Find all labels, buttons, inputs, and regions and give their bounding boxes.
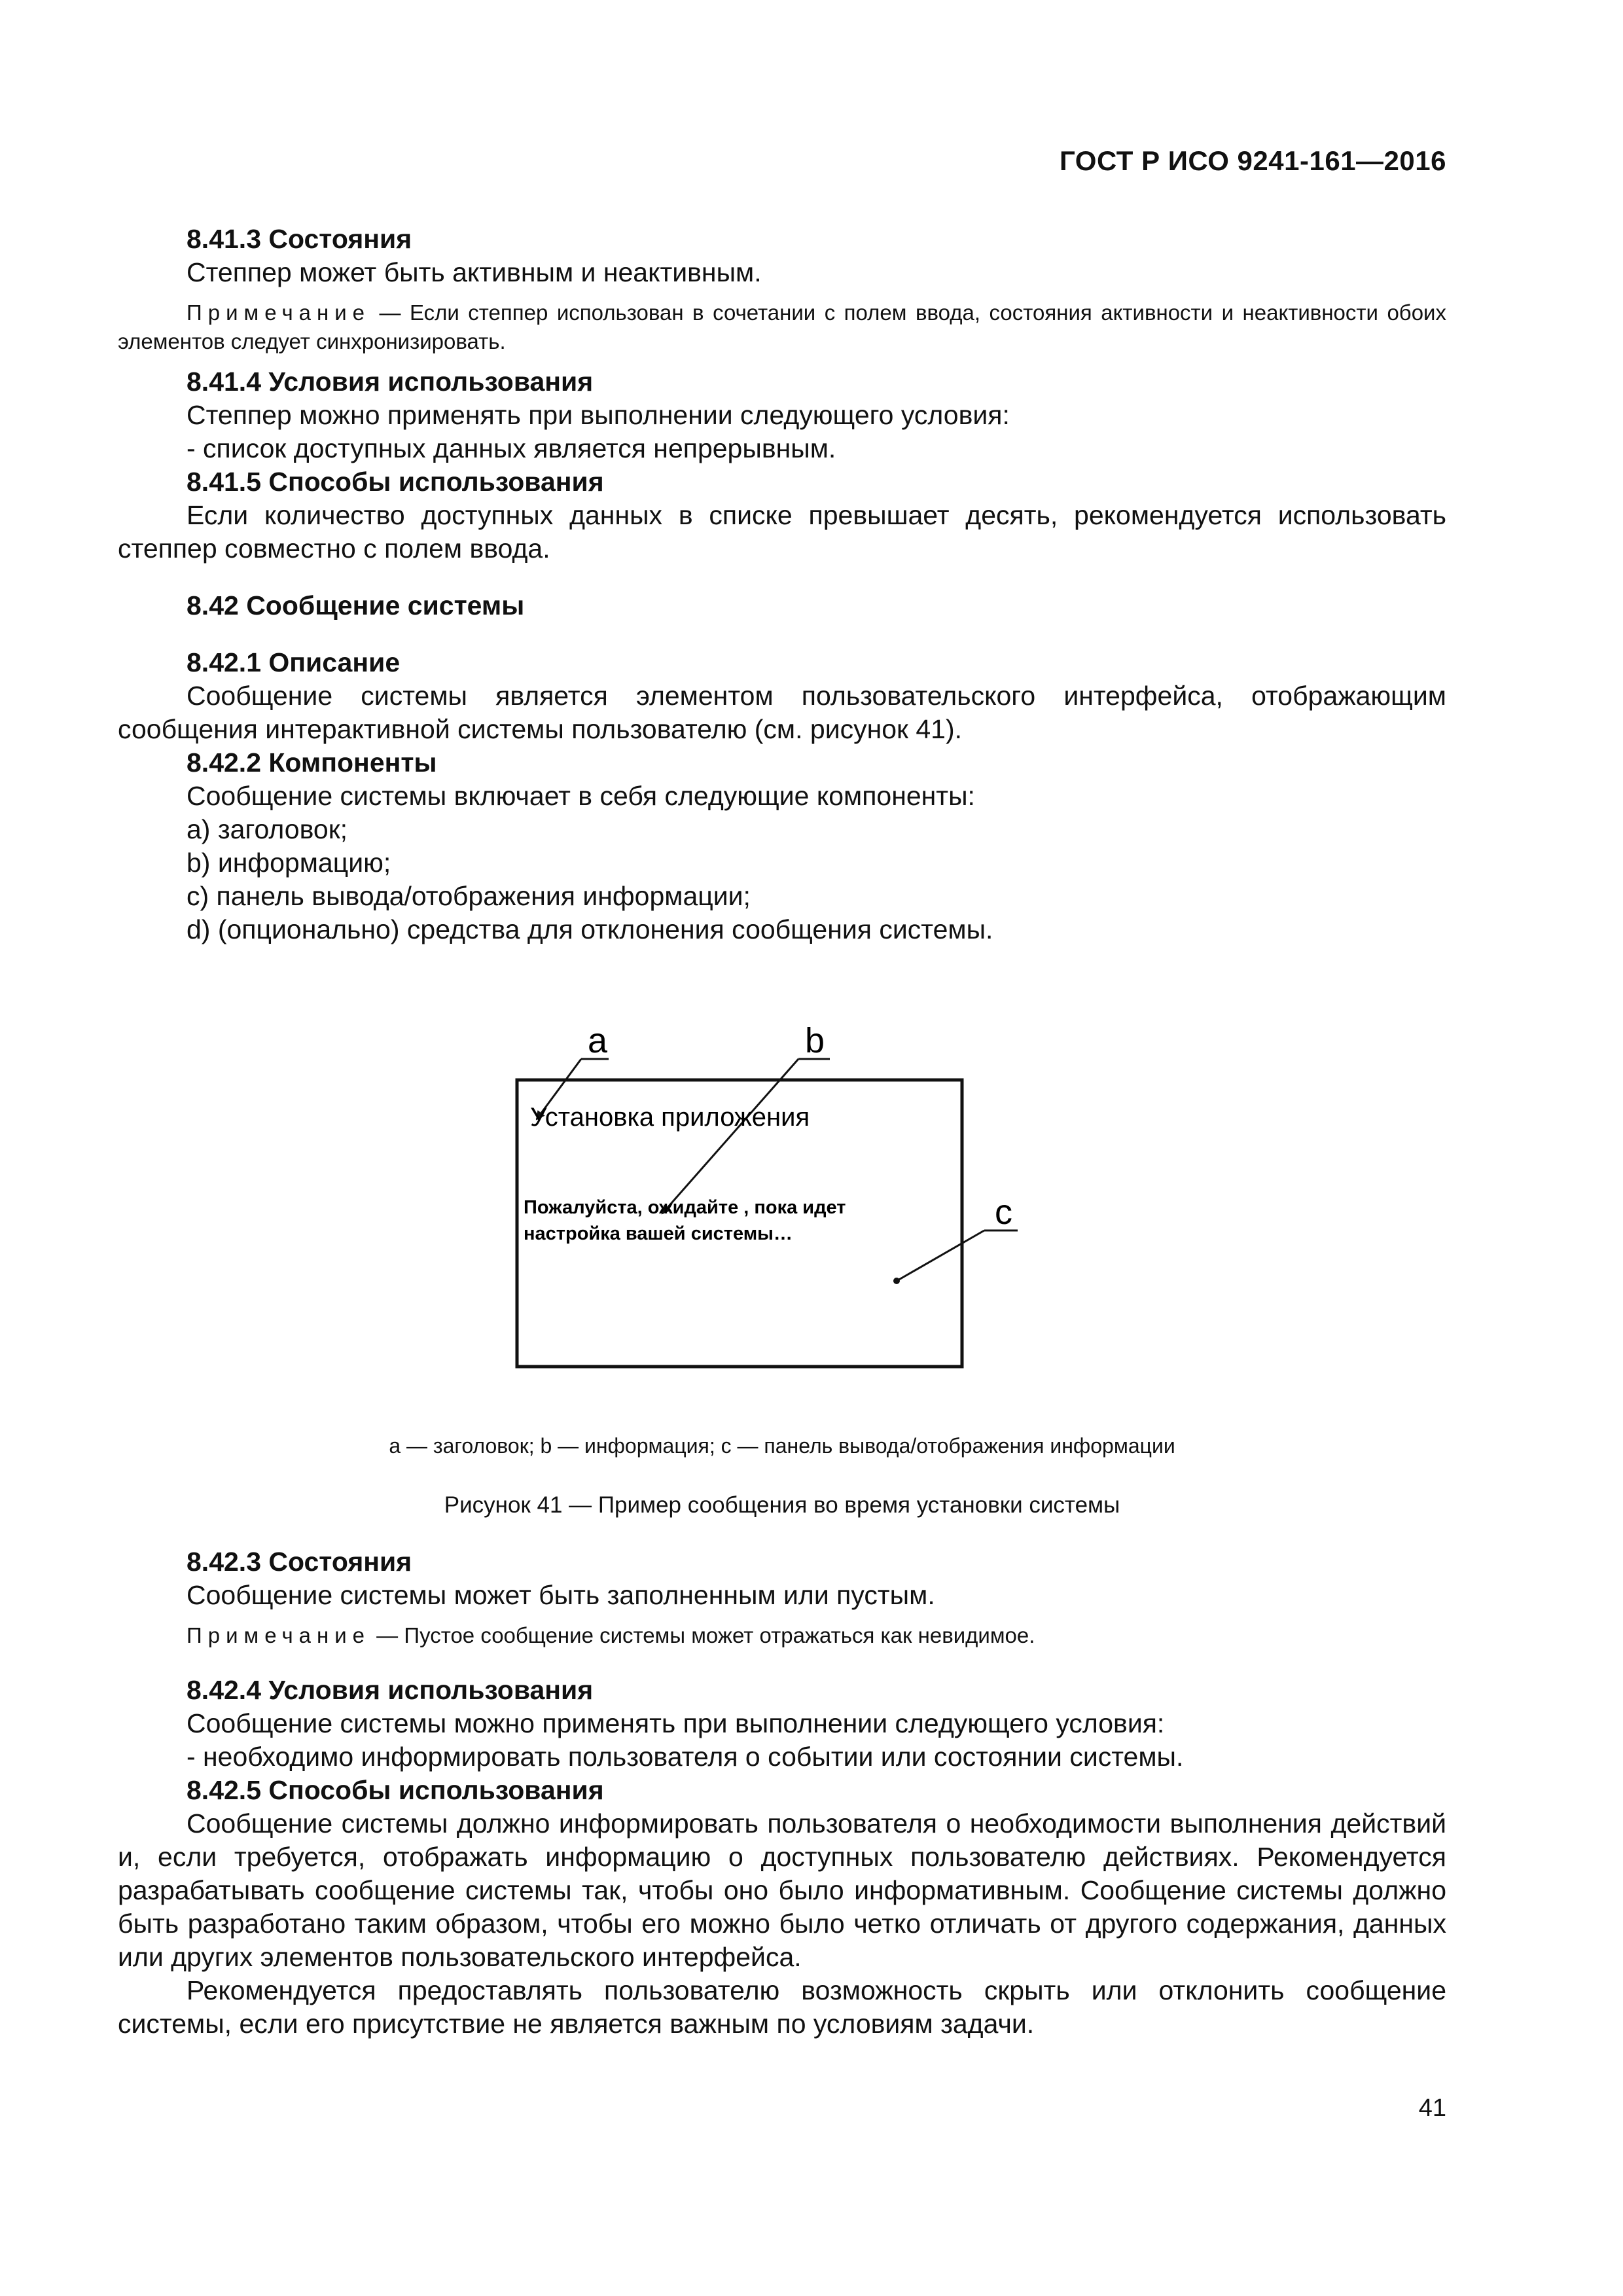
- note-text: — Если степпер использован в сочетании с полем ввода, состояния активности и неактивности обоих элементов следует синхронизировать.: [118, 300, 1446, 353]
- paragraph-8-42-5-1: Сообщение системы должно информировать пользователя о необходимости выполнения действий и, если требуется, отображать информацию о доступных пользователю действиях. Рекомендуется разрабатывать сообщение системы так, чтобы оно было информативным. Сообщение системы должно быть разработано таким образом, чтобы его можно было четко отличать от другого содержания, данных или других элементов пользовательского интерфейса.: [118, 1808, 1446, 1972]
- heading-8-42-4: 8.42.4 Условия использования: [187, 1675, 594, 1705]
- list-item: b) информацию;: [187, 848, 391, 878]
- list-item: c) панель вывода/отображения информации;: [187, 881, 751, 911]
- callout-c-dot: [893, 1278, 900, 1284]
- note-label: Примечание: [187, 1623, 371, 1647]
- heading-8-42-3: 8.42.3 Состояния: [187, 1547, 412, 1577]
- note-label: Примечание: [187, 300, 371, 325]
- list-item: d) (опционально) средства для отклонения сообщения системы.: [187, 914, 993, 944]
- heading-8-42-2: 8.42.2 Компоненты: [187, 747, 437, 778]
- paragraph-8-42-4: Сообщение системы можно применять при выполнении следующего условия:: [187, 1708, 1165, 1738]
- callout-c-leader: [898, 1230, 984, 1280]
- list-item: a) заголовок;: [187, 814, 348, 844]
- note-8-42-3: [118, 1621, 1446, 1650]
- figure-caption: Рисунок 41 — Пример сообщения во время установки системы: [444, 1492, 1120, 1518]
- paragraph-8-42-5-2: Рекомендуется предоставлять пользователю возможность скрыть или отклонить сообщение системы, если его присутствие не является важным по условиям задачи.: [118, 1975, 1446, 2039]
- callout-label-a: a: [588, 1021, 608, 1060]
- note-8-41-3: [118, 298, 1446, 356]
- paragraph-8-41-4: Степпер можно применять при выполнении следующего условия:: [187, 400, 1010, 430]
- heading-8-42: 8.42 Сообщение системы: [187, 590, 525, 620]
- list-item-8-42-4: - необходимо информировать пользователя о событии или состоянии системы.: [187, 1742, 1184, 1772]
- page-content: [118, 223, 1446, 2041]
- paragraph-8-42-2: Сообщение системы включает в себя следующие компоненты:: [187, 781, 975, 811]
- paragraph-8-42-1: Сообщение системы является элементом пользовательского интерфейса, отображающим сообщения интерактивной системы пользователю (см. рисунок 41).: [118, 681, 1446, 744]
- paragraph-8-42-3: Сообщение системы может быть заполненным или пустым.: [187, 1580, 935, 1610]
- page-number: 41: [1418, 2094, 1446, 2122]
- note-text: — Пустое сообщение системы может отражаться как невидимое.: [370, 1623, 1035, 1647]
- message-text-line1: Пожалуйста, ожидайте , пока идет: [524, 1197, 846, 1218]
- heading-8-41-3: 8.41.3 Состояния: [187, 224, 412, 254]
- list-item-8-41-4: - список доступных данных является непрерывным.: [187, 433, 836, 463]
- paragraph-8-41-5: Если количество доступных данных в списке превышает десять, рекомендуется использовать степпер совместно с полем ввода.: [118, 500, 1446, 564]
- callout-b-leader: [662, 1059, 798, 1213]
- heading-8-42-5: 8.42.5 Способы использования: [187, 1775, 604, 1805]
- figure-41-diagram: [510, 1004, 1165, 1436]
- standard-header: ГОСТ Р ИСО 9241-161—2016: [1060, 145, 1446, 176]
- heading-8-41-5: 8.41.5 Способы использования: [187, 467, 604, 497]
- message-text-line2: настройка вашей системы…: [524, 1223, 793, 1244]
- message-title: Установка приложения: [530, 1103, 810, 1132]
- heading-8-41-4: 8.41.4 Условия использования: [187, 367, 594, 397]
- callout-label-c: c: [995, 1193, 1012, 1232]
- heading-8-42-1: 8.42.1 Описание: [187, 647, 401, 677]
- paragraph-8-41-3: Степпер может быть активным и неактивным.: [187, 257, 762, 287]
- figure-legend: a — заголовок; b — информация; c — панель вывода/отображения информации: [389, 1434, 1175, 1458]
- callout-label-b: b: [805, 1021, 825, 1060]
- figure-41: [118, 1004, 1446, 1488]
